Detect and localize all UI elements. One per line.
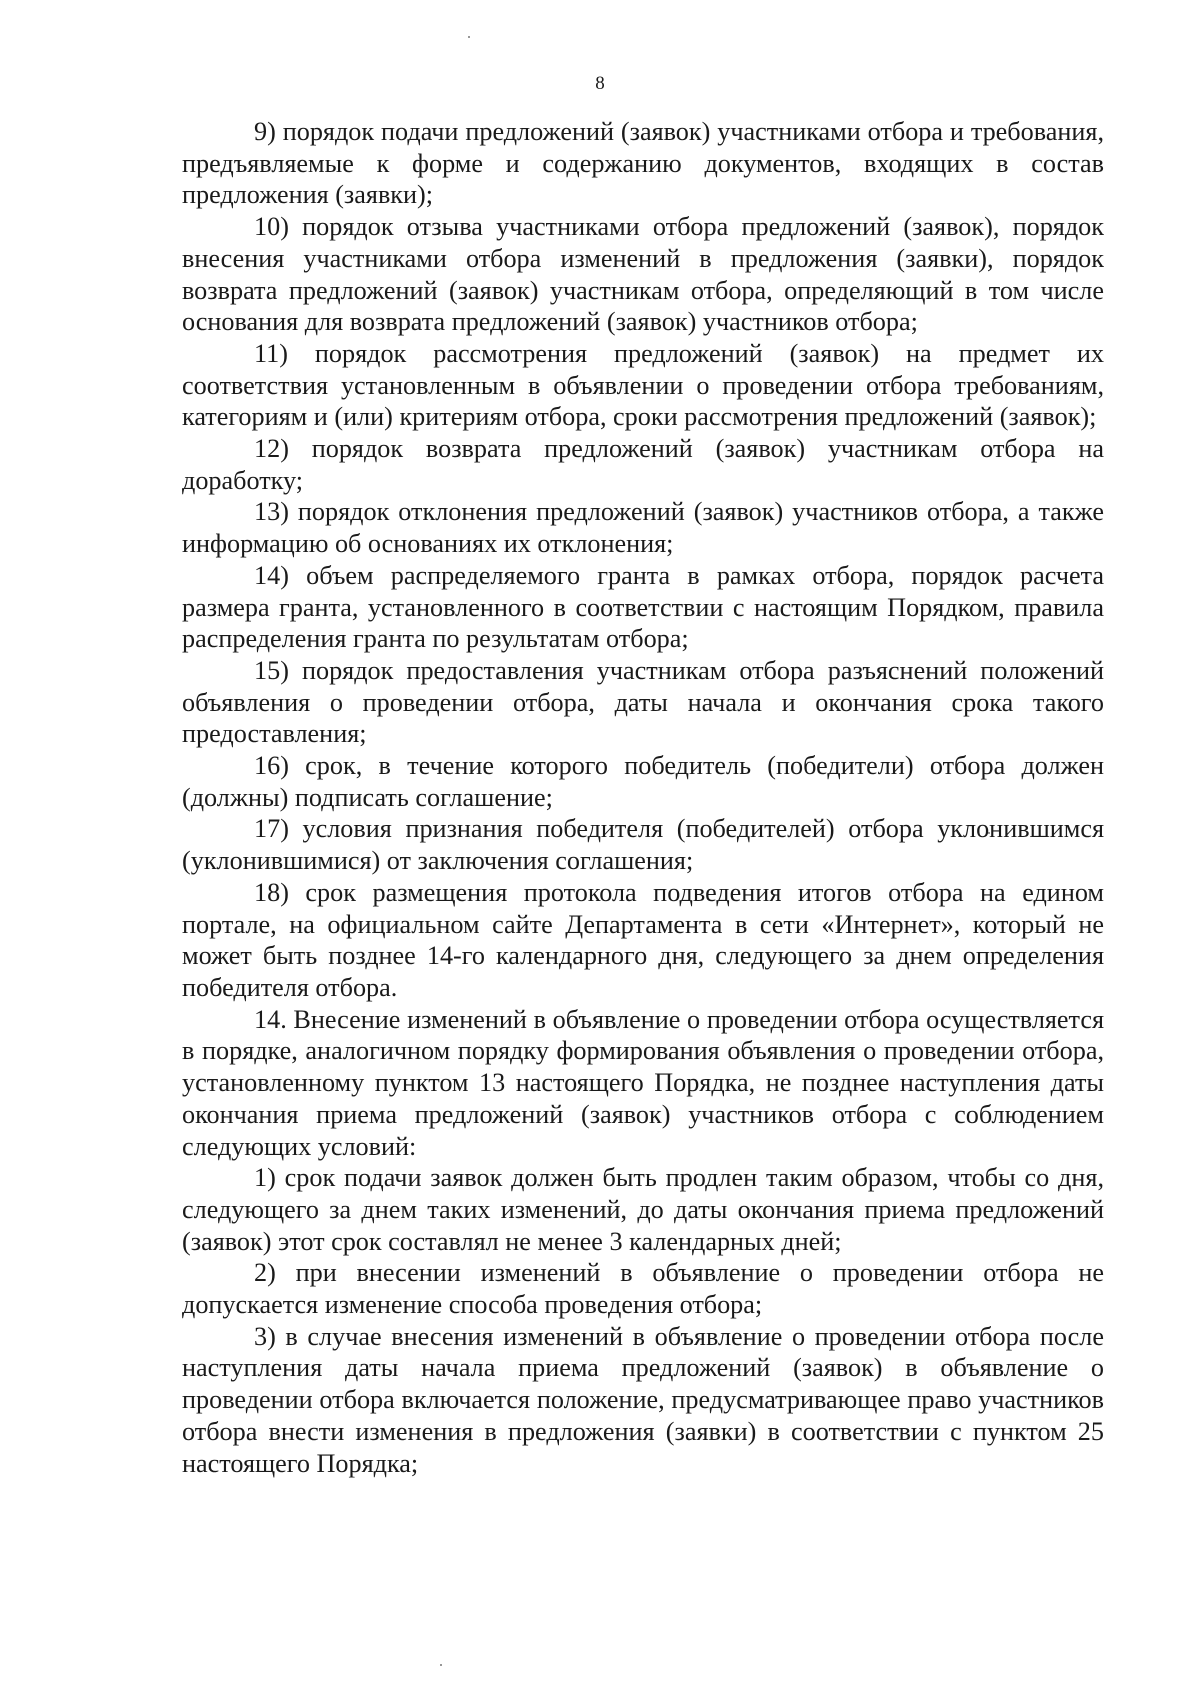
scan-speck: [440, 1664, 442, 1666]
list-item-10: 10) порядок отзыва участниками отбора предложений (заявок), порядок внесения участниками отбора изменений в предложения (заявки), порядок возврата предложений (заявок) участникам отбора, определяющий в том числе основания для возврата предложений (заявок) участников отбора;: [182, 212, 1104, 337]
list-item-12: 12) порядок возврата предложений (заявок) участникам отбора на доработку;: [182, 434, 1104, 495]
list-item-18: 18) срок размещения протокола подведения итогов отбора на едином портале, на официальном сайте Департамента в сети «Интернет», который не может быть позднее 14-го календарного дня, следующего за днем определения победителя отбора.: [182, 877, 1104, 1002]
document-body: [182, 116, 1104, 1479]
page-number: 8: [595, 73, 605, 94]
list-item-14: 14) объем распределяемого гранта в рамках отбора, порядок расчета размера гранта, установленного в соответствии с настоящим Порядком, правила распределения гранта по результатам отбора;: [182, 560, 1104, 654]
list-item-16: 16) срок, в течение которого победитель (победители) отбора должен (должны) подписать соглашение;: [182, 751, 1104, 812]
condition-item-1: 1) срок подачи заявок должен быть продлен таким образом, чтобы со дня, следующего за днем таких изменений, до даты окончания приема предложений (заявок) этот срок составлял не менее 3 календарных дней;: [182, 1163, 1104, 1256]
list-item-9: 9) порядок подачи предложений (заявок) участниками отбора и требования, предъявляемые к форме и содержанию документов, входящих в состав предложения (заявки);: [182, 117, 1104, 210]
list-item-13: 13) порядок отклонения предложений (заявок) участников отбора, а также информацию об основаниях их отклонения;: [182, 497, 1104, 559]
condition-item-3: 3) в случае внесения изменений в объявление о проведении отбора после наступления даты начала приема предложений (заявок) в объявление о проведении отбора включается положение, предусматривающее право участников отбора внести изменения в предложения (заявки) в соответствии с пунктом 25 настоящего Порядка;: [182, 1321, 1104, 1478]
list-item-15: 15) порядок предоставления участникам отбора разъяснений положений объявления о проведении отбора, даты начала и окончания срока такого предоставления;: [182, 655, 1104, 749]
section-14-paragraph: 14. Внесение изменений в объявление о проведении отбора осуществляется в порядке, аналогичном порядку формирования объявления о проведении отбора, установленному пунктом 13 настоящего Порядка, не позднее наступления даты окончания приема предложений (заявок) участников отбора с соблюдением следующих условий:: [182, 1004, 1104, 1161]
list-item-17: 17) условия признания победителя (победителей) отбора уклонившимся (уклонившимися) от заключения соглашения;: [182, 814, 1104, 876]
condition-item-2: 2) при внесении изменений в объявление о проведении отбора не допускается изменение способа проведения отбора;: [182, 1258, 1104, 1320]
list-item-11: 11) порядок рассмотрения предложений (заявок) на предмет их соответствия установленным в объявлении о проведении отбора требованиям, категориям и (или) критериям отбора, сроки рассмотрения предложений (заявок);: [182, 338, 1104, 432]
scan-speck: [468, 36, 470, 38]
